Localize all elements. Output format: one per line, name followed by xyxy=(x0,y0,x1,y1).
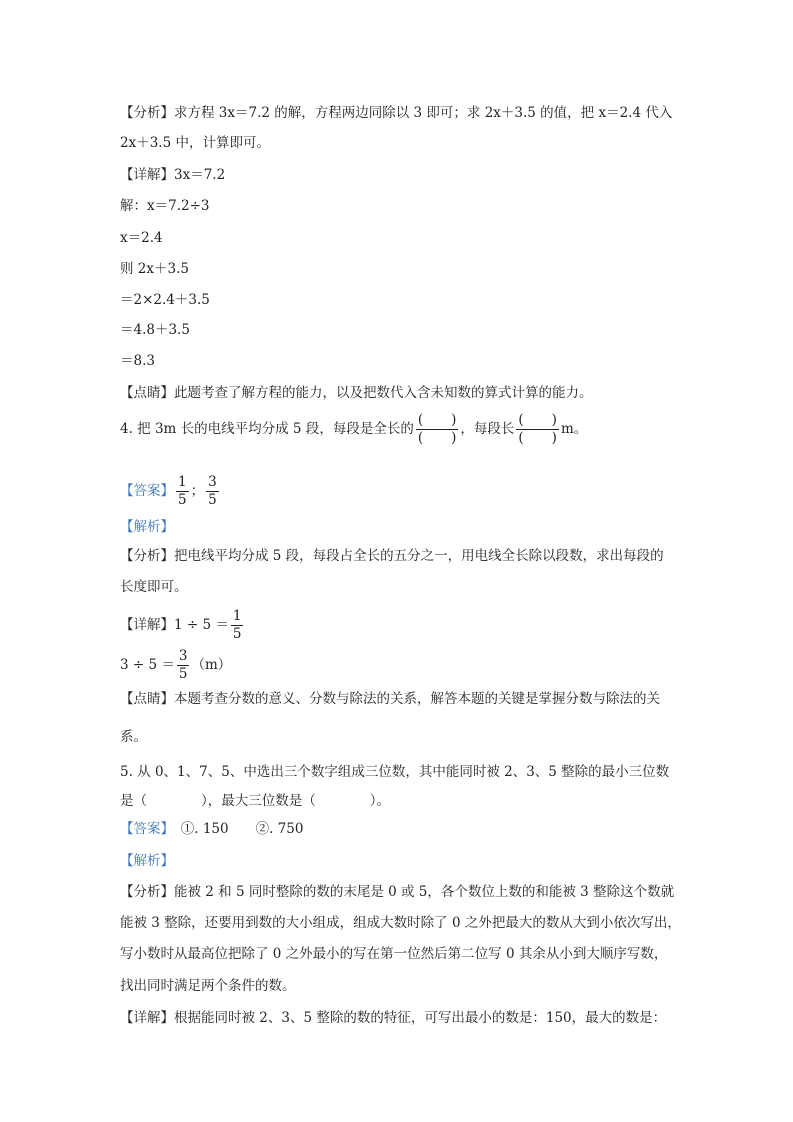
answer-label: 【答案】 xyxy=(120,483,174,499)
q3-step: ＝4.8＋3.5 xyxy=(120,322,190,338)
q3-detail: 【详解】3x＝7.2 xyxy=(120,167,226,183)
q3-step: 解：x＝7.2÷3 xyxy=(120,198,210,214)
q5-analysis: 【分析】能被 2 和 5 同时整除的数的末尾是 0 或 5，各个数位上数的和能被 3 整除这个数就 xyxy=(120,884,675,900)
q4-analysis: 【分析】把电线平均分成 5 段，每段占全长的五分之一，用电线全长除以段数，求出每段的 xyxy=(120,548,664,564)
q5-detail: 【详解】根据能同时被 2、3、5 整除的数的特征，可写出最小的数是：150，最大的数是： xyxy=(120,1010,667,1026)
q4-comment: 【点睛】本题考查分数的意义、分数与除法的关系，解答本题的关键是掌握分数与除法的关 xyxy=(120,691,660,707)
detail-fraction: $\frac{1}{5}$ xyxy=(232,608,242,642)
q5-analysis: 能被 3 整除，还要用到数的大小组成，组成大数时除了 0 之外把最大的数从大到小依次写出， xyxy=(120,915,681,931)
q5-answer: 【答案】 ①. 150 ②. 750 xyxy=(120,821,304,837)
q3-analysis-cont: 2x＋3.5 中，计算即可。 xyxy=(120,135,270,151)
q3-step: ＝2×2.4＋3.5 xyxy=(120,292,210,308)
q3-step: ＝8.3 xyxy=(120,353,155,369)
q4-question-text: 4. 把 3m 长的电线平均分成 5 段，每段是全长的 xyxy=(120,421,414,437)
q4-jiexi: 【解析】 xyxy=(120,519,174,535)
q5-analysis: 找出同时满足两个条件的数。 xyxy=(120,978,296,994)
q3-step: 则 2x＋3.5 xyxy=(120,261,189,277)
q4-analysis-cont: 长度即可。 xyxy=(120,579,188,595)
q3-comment: 【点睛】此题考查了解方程的能力，以及把数代入含未知数的算式计算的能力。 xyxy=(120,385,593,401)
blank-fraction: $\frac{( )}{( )}$ xyxy=(417,412,457,446)
q5-question-cont: 是（ ），最大三位数是（ ）。 xyxy=(120,793,390,809)
q4-comment-cont: 系。 xyxy=(120,729,147,745)
q5-question: 5. 从 0、1、7、5、中选出三个数字组成三位数，其中能同时被 2、3、5 整除的最小三位数 xyxy=(120,764,670,780)
answer-fraction: $\frac{3}{5}$ xyxy=(208,474,217,508)
q4-answer: 【答案】 $\frac{1}{5}$ ； $\frac{3}{5}$ xyxy=(120,474,217,508)
q4-detail2: 3 ÷ 5 ＝ $\frac{3}{5}$ （m） xyxy=(120,648,232,682)
q5-jiexi: 【解析】 xyxy=(120,853,174,869)
q3-step: x＝2.4 xyxy=(120,230,163,246)
q4-detail: 【详解】1 ÷ 5 ＝ $\frac{1}{5}$ xyxy=(120,608,242,642)
q4-question: 4. 把 3m 长的电线平均分成 5 段，每段是全长的 $\frac{( )}{( )}$ ，每段长 $\frac{( )}{( )}$ m。 xyxy=(120,412,588,446)
detail-fraction: $\frac{3}{5}$ xyxy=(178,648,188,682)
blank-fraction: $\frac{( )}{( )}$ xyxy=(518,412,557,446)
q3-analysis: 【分析】求方程 3x＝7.2 的解，方程两边同除以 3 即可；求 2x＋3.5 的值，把 x＝2.4 代入 xyxy=(120,105,673,121)
answer-fraction: $\frac{1}{5}$ xyxy=(178,474,187,508)
q5-analysis: 写小数时从最高位把除了 0 之外最小的写在第一位然后第二位写 0 其余从小到大顺序写数， xyxy=(120,946,668,962)
